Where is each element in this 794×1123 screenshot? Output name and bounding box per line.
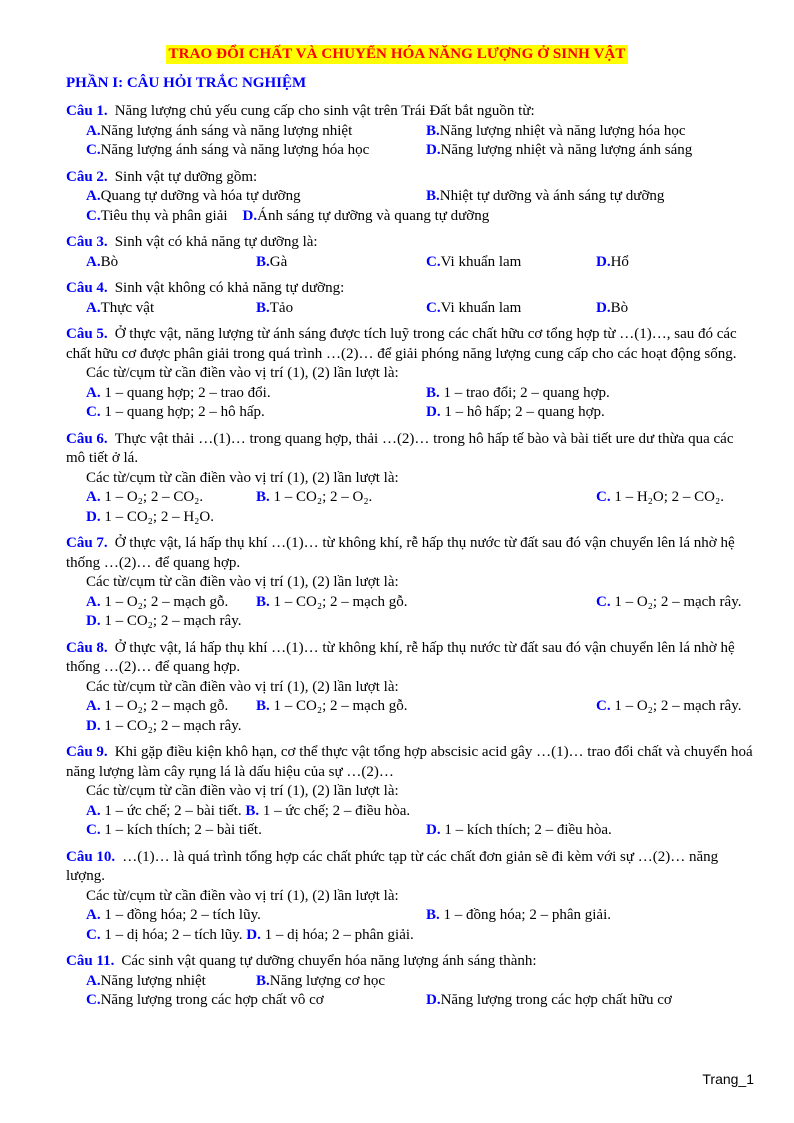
option-c[interactable]	[426, 253, 596, 273]
option-a[interactable]	[86, 253, 256, 273]
option-a[interactable]	[86, 593, 256, 613]
question-7	[66, 534, 756, 632]
option-c[interactable]	[596, 697, 766, 717]
option-text: 1 – CO₂; 2 – H₂O.	[104, 508, 214, 525]
option-d[interactable]	[426, 991, 766, 1011]
option-b[interactable]	[426, 122, 766, 142]
option-text: Gà	[269, 253, 288, 270]
option-d[interactable]	[86, 717, 426, 737]
question-number: Câu 10.	[66, 848, 116, 865]
option-letter: D.	[426, 822, 441, 838]
question-number: Câu 7.	[66, 535, 108, 551]
option-letter: A.	[86, 489, 101, 505]
option-letter: B.	[256, 593, 270, 610]
option-letter: C.	[596, 489, 611, 505]
answer-options	[66, 906, 756, 926]
option-c[interactable]	[86, 403, 426, 423]
option-letter: D.	[596, 299, 611, 316]
fill-prompt: Các từ/cụm từ cần điền vào vị trí (1), (2) lần lượt là:	[86, 469, 399, 486]
fill-prompt: Các từ/cụm từ cần điền vào vị trí (1), (2) lần lượt là:	[86, 887, 399, 904]
option-d[interactable]	[426, 403, 766, 423]
question-text: Sinh vật không có khả năng tự dưỡng:	[114, 280, 345, 296]
answer-options-row	[66, 207, 756, 227]
answer-options	[66, 991, 756, 1011]
option-letter: A.	[86, 299, 101, 316]
question-6	[66, 430, 756, 528]
option-text: Hổ	[610, 253, 629, 270]
option-letter: C.	[86, 207, 101, 224]
option-text: 1 – O₂; 2 – mạch gỗ.	[104, 698, 229, 714]
question-5	[66, 325, 756, 423]
option-b[interactable]	[256, 593, 596, 613]
option-letter: C.	[426, 299, 441, 316]
option-d[interactable]	[86, 612, 426, 632]
option-text: Năng lượng ánh sáng và năng lượng hóa học	[100, 142, 370, 158]
option-b[interactable]	[256, 253, 426, 273]
option-b[interactable]	[426, 187, 766, 207]
fill-prompt: Các từ/cụm từ cần điền vào vị trí (1), (2) lần lượt là:	[86, 365, 399, 381]
option-letter: D.	[426, 992, 441, 1008]
option-letter: A.	[86, 907, 101, 923]
option-text: Thực vật	[100, 299, 155, 316]
option-a[interactable]	[86, 972, 256, 992]
option-text: 1 – CO₂; 2 – mạch rây.	[104, 613, 242, 629]
option-letter: B.	[426, 122, 440, 139]
answer-options	[66, 253, 756, 273]
answer-options	[66, 384, 756, 423]
option-letter: A.	[86, 188, 101, 204]
option-letter: D.	[86, 508, 101, 525]
option-d[interactable]	[246, 927, 414, 943]
option-d[interactable]	[243, 208, 490, 224]
fill-prompt: Các từ/cụm từ cần điền vào vị trí (1), (2) lần lượt là:	[86, 678, 399, 695]
option-text: 1 – ức chế; 2 – bài tiết.	[104, 802, 242, 819]
option-letter: B.	[256, 299, 270, 316]
option-letter: C.	[426, 253, 441, 270]
option-b[interactable]	[426, 906, 766, 926]
answer-options	[66, 697, 756, 736]
option-letter: D.	[426, 142, 441, 158]
option-c[interactable]	[596, 488, 766, 508]
question-text: Ở thực vật, năng lượng từ ánh sáng được tích luỹ trong các chất hữu cơ tổng hợp từ …(1)…, sau đó các chất hữu cơ được phân giải trong quá trình …(2)… để giải phóng năng lượng cung cấp cho các hoạt động sống.	[66, 326, 737, 362]
option-letter: D.	[86, 717, 101, 734]
question-2	[66, 168, 756, 227]
option-letter: C.	[86, 992, 101, 1008]
option-text: 1 – CO₂; 2 – O₂.	[273, 489, 373, 505]
option-letter: D.	[246, 926, 261, 943]
option-text: Năng lượng ánh sáng và năng lượng nhiệt	[100, 122, 353, 139]
question-text: Khi gặp điều kiện khô hạn, cơ thể thực vật tổng hợp abscisic acid gây …(1)… trao đổi chất và chuyển hoá năng lượng làm cây rụng lá là dấu hiệu của sự …(2)…	[66, 744, 753, 780]
question-text: …(1)… là quá trình tổng hợp các chất phức tạp từ các chất đơn giản sẽ đi kèm với sự …(2)… năng lượng.	[66, 848, 719, 884]
option-a[interactable]	[86, 488, 256, 508]
option-text: Bò	[610, 299, 629, 316]
question-4	[66, 279, 756, 318]
option-text: 1 – đồng hóa; 2 – tích lũy.	[104, 907, 261, 923]
option-text: 1 – trao đổi; 2 – quang hợp.	[443, 384, 610, 401]
option-text: 1 – dị hóa; 2 – tích lũy.	[104, 926, 243, 943]
option-letter: B.	[426, 188, 440, 204]
option-letter: C.	[86, 926, 101, 943]
option-text: Vi khuẩn lam	[440, 253, 522, 270]
option-text: Nhiệt tự dưỡng và ánh sáng tự dưỡng	[439, 188, 665, 204]
option-text: 1 – O₂; 2 – CO₂.	[104, 489, 204, 505]
option-a[interactable]	[86, 187, 426, 207]
option-letter: B.	[256, 489, 270, 505]
question-text: Thực vật thải …(1)… trong quang hợp, thải …(2)… trong hô hấp tế bào và bài tiết ure dư thừa qua các mô tiết ở lá.	[66, 430, 734, 466]
option-a[interactable]	[86, 122, 426, 142]
option-c[interactable]	[86, 208, 228, 224]
question-text: Năng lượng chủ yếu cung cấp cho sinh vật trên Trái Đất bắt nguồn từ:	[114, 103, 535, 119]
option-c[interactable]	[596, 593, 766, 613]
question-text: Ở thực vật, lá hấp thụ khí …(1)… từ không khí, rễ hấp thụ nước từ đất sau đó vận chuyển lên lá nhờ hệ thống …(2)… để quang hợp.	[66, 639, 735, 675]
option-a[interactable]	[86, 803, 242, 819]
option-b[interactable]	[256, 299, 426, 319]
question-number: Câu 11.	[66, 953, 115, 969]
option-letter: A.	[86, 122, 101, 139]
option-letter: A.	[86, 972, 101, 989]
question-number: Câu 8.	[66, 639, 108, 656]
option-c[interactable]	[86, 141, 426, 161]
option-text: Vi khuẩn lam	[440, 299, 522, 316]
option-d[interactable]	[426, 141, 766, 161]
option-text: 1 – CO₂; 2 – mạch gỗ.	[273, 593, 408, 610]
question-text: Các sinh vật quang tự dưỡng chuyển hóa năng lượng ánh sáng thành:	[121, 953, 537, 969]
option-text: 1 – CO₂; 2 – mạch rây.	[104, 717, 242, 734]
option-letter: D.	[86, 613, 101, 629]
option-letter: D.	[596, 253, 611, 270]
option-b[interactable]	[256, 972, 596, 992]
option-letter: C.	[596, 698, 611, 714]
answer-options	[66, 821, 756, 841]
option-d[interactable]	[426, 821, 766, 841]
option-text: Năng lượng trong các hợp chất vô cơ	[100, 992, 324, 1008]
option-text: 1 – O₂; 2 – mạch rây.	[614, 593, 742, 610]
option-a[interactable]	[86, 299, 256, 319]
option-text: Tảo	[269, 299, 294, 316]
option-letter: B.	[426, 384, 440, 401]
option-a[interactable]	[86, 906, 426, 926]
answer-options	[66, 187, 756, 207]
option-text: 1 – O₂; 2 – mạch rây.	[614, 698, 742, 714]
option-text: Năng lượng nhiệt	[100, 972, 206, 989]
option-b[interactable]	[245, 803, 410, 819]
question-text: Ở thực vật, lá hấp thụ khí …(1)… từ không khí, rễ hấp thụ nước từ đất sau đó vận chuyển lên lá nhờ hệ thống …(2)… để quang hợp.	[66, 535, 735, 571]
option-letter: C.	[86, 404, 101, 420]
option-letter: B.	[256, 253, 270, 270]
question-10	[66, 848, 756, 946]
option-text: 1 – CO₂; 2 – mạch gỗ.	[273, 698, 408, 714]
option-text: 1 – đồng hóa; 2 – phân giải.	[443, 907, 611, 923]
question-number: Câu 3.	[66, 234, 108, 250]
option-c[interactable]	[86, 927, 243, 943]
option-text: 1 – quang hợp; 2 – trao đổi.	[104, 384, 271, 401]
option-letter: A.	[86, 253, 101, 270]
option-text: Tiêu thụ và phân giải	[100, 207, 228, 224]
option-text: 1 – quang hợp; 2 – hô hấp.	[104, 404, 265, 420]
question-number: Câu 4.	[66, 280, 108, 296]
option-b[interactable]	[256, 488, 596, 508]
option-letter: A.	[86, 802, 101, 819]
option-letter: B.	[245, 802, 260, 819]
option-c[interactable]	[426, 299, 596, 319]
answer-options	[66, 122, 756, 161]
question-text: Sinh vật tự dưỡng gồm:	[114, 168, 258, 185]
question-3	[66, 233, 756, 272]
option-letter: C.	[86, 822, 101, 838]
option-text: Ánh sáng tự dưỡng và quang tự dưỡng	[257, 207, 490, 224]
answer-options	[66, 593, 756, 632]
option-d[interactable]	[596, 253, 766, 273]
document-title: TRAO ĐỔI CHẤT VÀ CHUYỂN HÓA NĂNG LƯỢNG Ở SINH VẬT	[166, 45, 629, 64]
question-9	[66, 743, 756, 841]
option-c[interactable]	[86, 991, 426, 1011]
question-number: Câu 5.	[66, 326, 108, 342]
question-11	[66, 952, 756, 1011]
option-text: Quang tự dưỡng và hóa tự dưỡng	[100, 188, 301, 204]
option-d[interactable]	[596, 299, 766, 319]
option-text: Năng lượng nhiệt và năng lượng hóa học	[439, 122, 686, 139]
option-letter: B.	[256, 698, 270, 714]
option-text: 1 – hô hấp; 2 – quang hợp.	[444, 404, 605, 420]
option-text: 1 – O₂; 2 – mạch gỗ.	[104, 593, 229, 610]
option-letter: B.	[426, 907, 440, 923]
option-letter: B.	[256, 972, 270, 989]
option-a[interactable]	[86, 384, 426, 404]
answer-options-row	[66, 802, 756, 822]
option-letter: A.	[86, 384, 101, 401]
question-number: Câu 9.	[66, 744, 108, 760]
option-text: 1 – kích thích; 2 – điều hòa.	[444, 822, 612, 838]
option-b[interactable]	[426, 384, 766, 404]
option-d[interactable]	[86, 508, 426, 528]
title-wrap	[0, 45, 794, 64]
option-letter: C.	[86, 142, 101, 158]
question-1	[66, 102, 756, 161]
answer-options	[66, 972, 756, 992]
option-text: Năng lượng nhiệt và năng lượng ánh sáng	[440, 142, 693, 158]
option-letter: D.	[242, 207, 258, 224]
section-heading: PHẦN I: CÂU HỎI TRẮC NGHIỆM	[66, 75, 307, 91]
question-list	[66, 102, 756, 1018]
option-c[interactable]	[86, 821, 426, 841]
option-text: 1 – kích thích; 2 – bài tiết.	[104, 822, 262, 838]
option-letter: A.	[86, 698, 101, 714]
question-text: Sinh vật có khả năng tự dưỡng là:	[114, 234, 318, 250]
question-number: Câu 2.	[66, 168, 108, 185]
option-text: 1 – dị hóa; 2 – phân giải.	[264, 926, 414, 943]
answer-options-row	[66, 926, 756, 946]
fill-prompt: Các từ/cụm từ cần điền vào vị trí (1), (2) lần lượt là:	[86, 783, 399, 799]
option-text: Bò	[100, 253, 119, 270]
option-text: Năng lượng cơ học	[269, 972, 385, 989]
option-letter: D.	[426, 404, 441, 420]
answer-options	[66, 299, 756, 319]
option-b[interactable]	[256, 697, 596, 717]
option-text: 1 – ức chế; 2 – điều hòa.	[262, 802, 411, 819]
question-8	[66, 639, 756, 737]
fill-prompt: Các từ/cụm từ cần điền vào vị trí (1), (2) lần lượt là:	[86, 574, 399, 590]
option-letter: C.	[596, 593, 611, 610]
question-number: Câu 1.	[66, 103, 108, 119]
option-text: 1 – H₂O; 2 – CO₂.	[614, 489, 724, 505]
page-number: Trang_1	[702, 1071, 754, 1087]
option-letter: A.	[86, 593, 101, 610]
answer-options	[66, 488, 756, 527]
option-a[interactable]	[86, 697, 256, 717]
question-number: Câu 6.	[66, 430, 108, 447]
option-text: Năng lượng trong các hợp chất hữu cơ	[440, 992, 672, 1008]
